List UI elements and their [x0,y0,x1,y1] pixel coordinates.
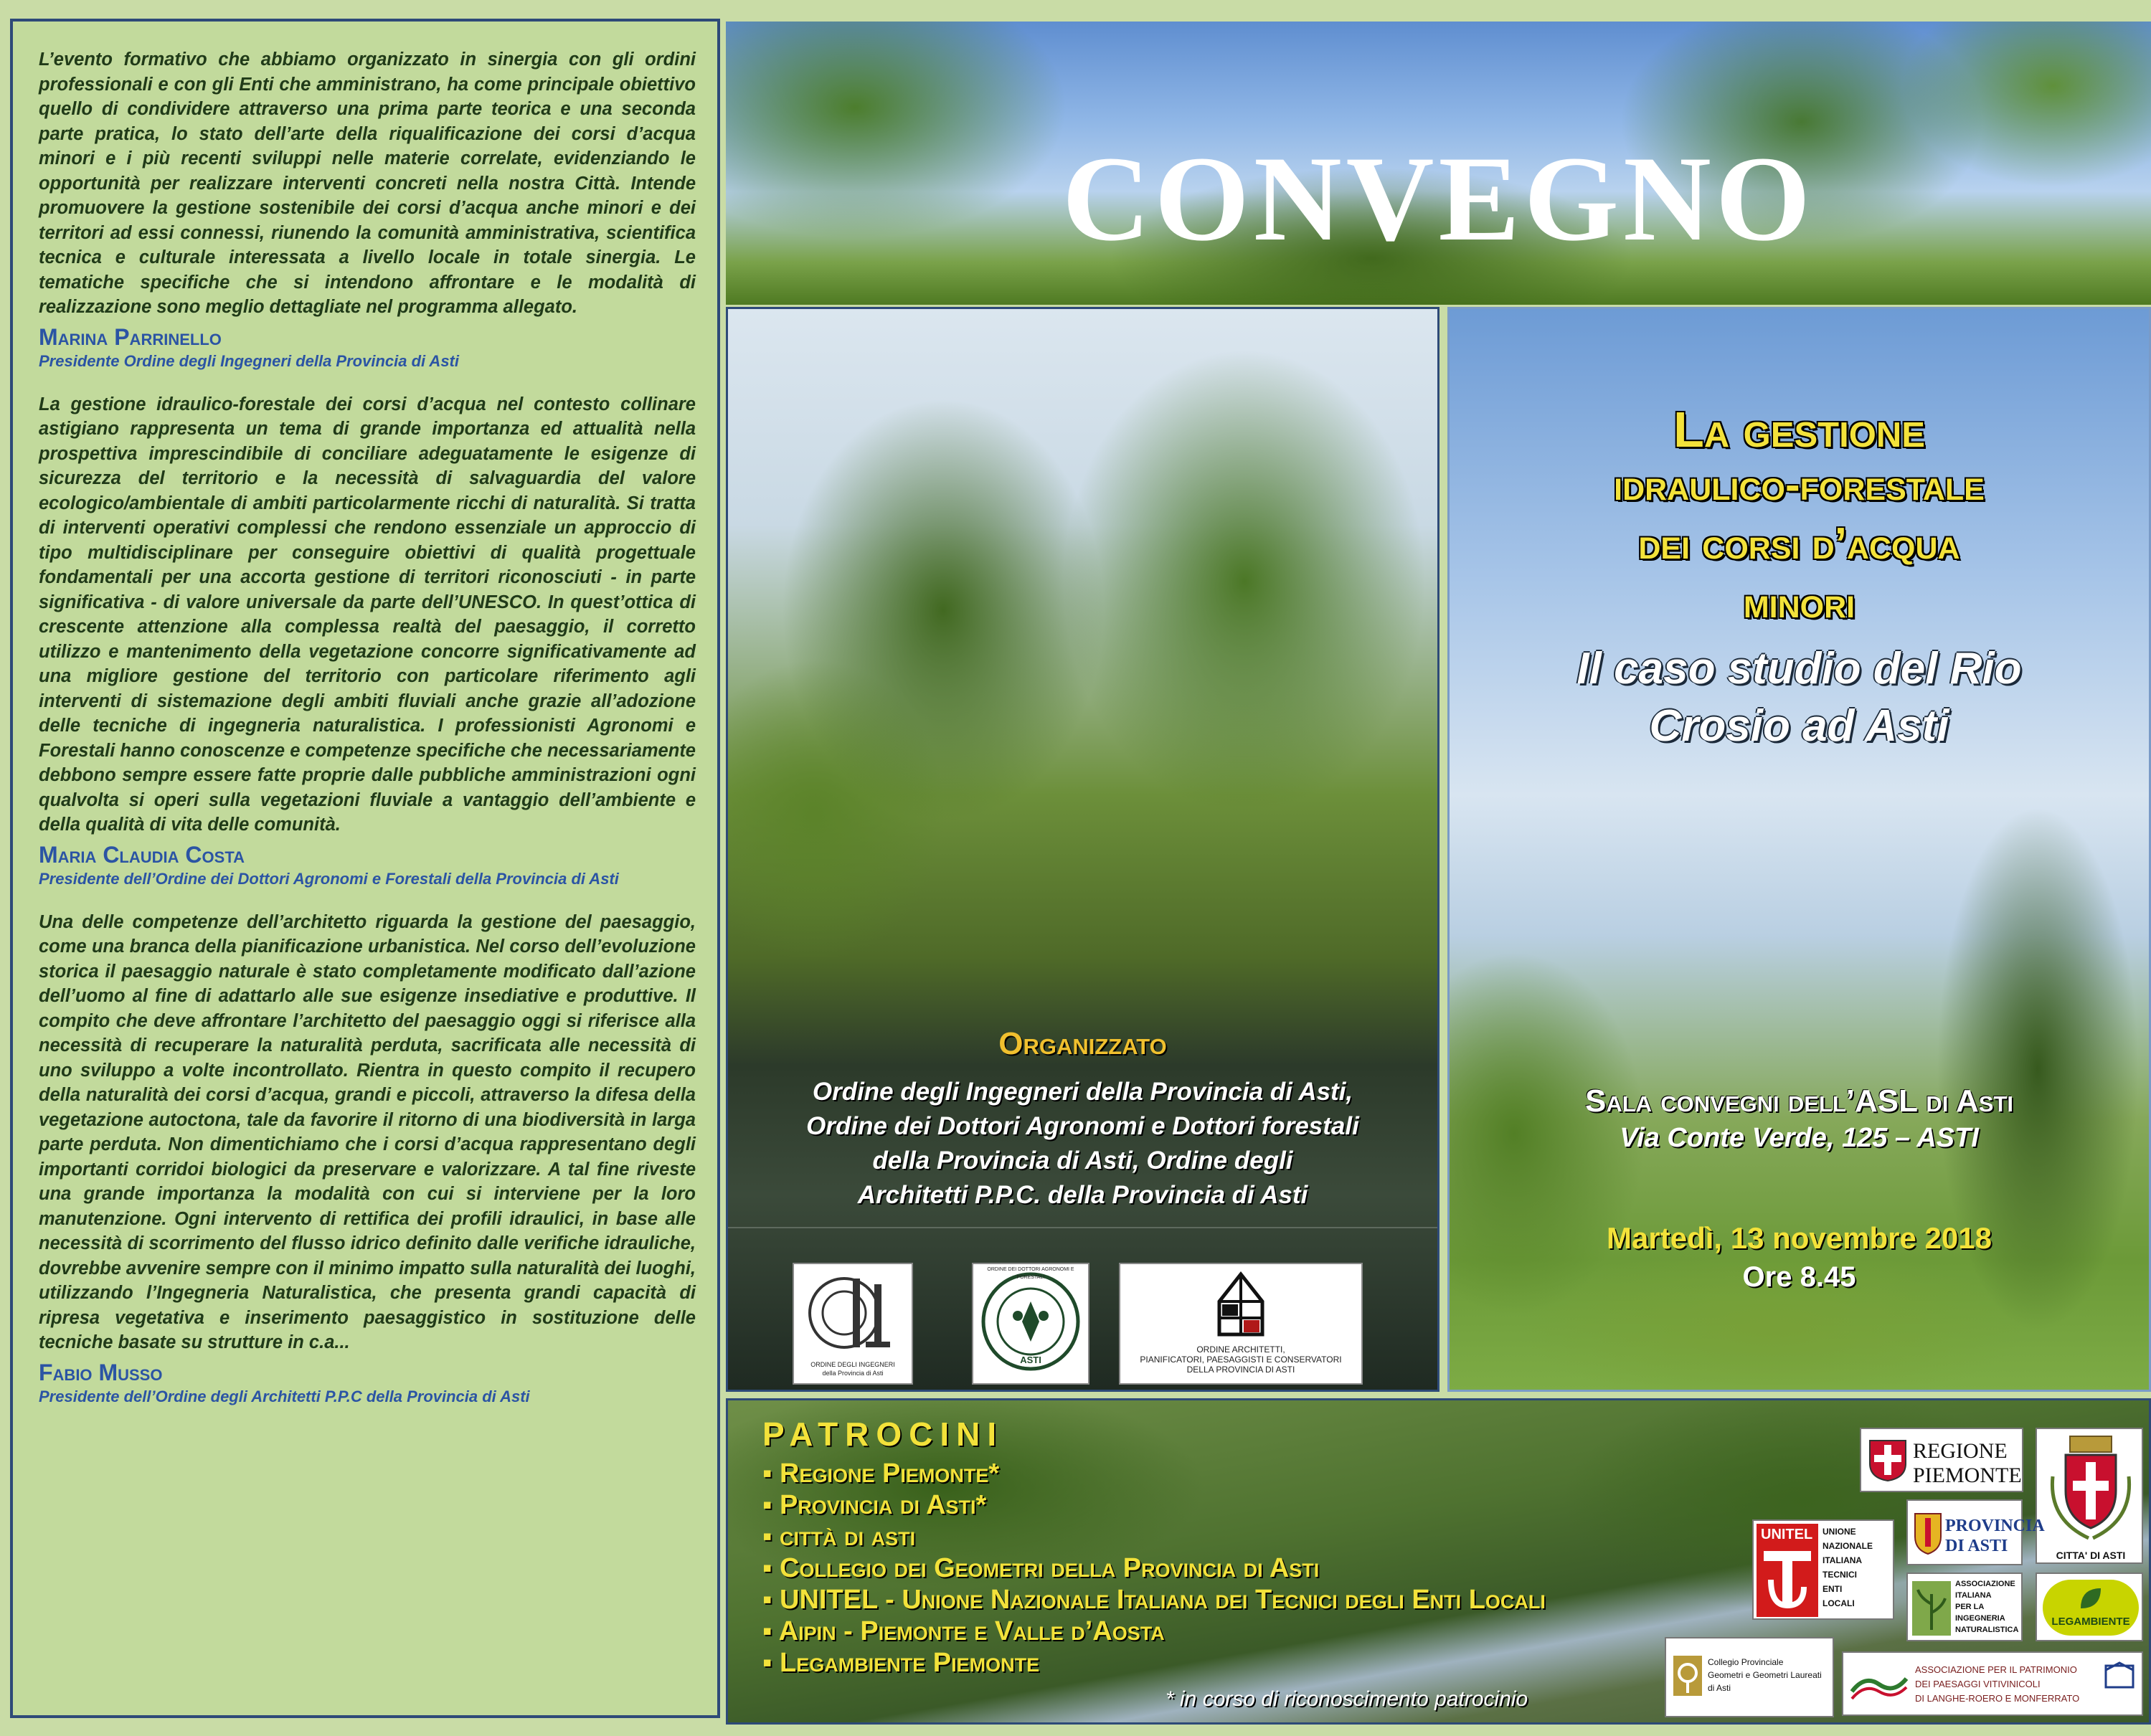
essay-author-role: Presidente dell’Ordine degli Architetti P.P.C della Provincia di Asti [39,1387,530,1405]
provincia-shield-icon [1914,1512,1942,1555]
aipin-logo-text: NATURALISTICA [1955,1626,2019,1634]
banner-trees-image [726,22,2151,305]
essay-author: Maria Claudia Costa [39,841,245,868]
architects-logo-text: PIANIFICATORI, PAESAGGISTI E CONSERVATORI [1140,1355,1342,1365]
agronomists-seal-icon [973,1264,1088,1383]
river-image-panel [726,307,1439,1392]
unitel-brand-mark [1757,1524,1818,1617]
event-title-line: La gestione [1673,402,1925,457]
agronomists-logo-text: ORDINE DEI DOTTORI AGRONOMI E FORESTALI [987,1267,1074,1280]
bottom-river-image-panel [726,1398,2151,1725]
event-title-line: dei corsi d’acqua [1638,519,1960,569]
organizers-line: della Provincia di Asti, Ordine degli [872,1147,1293,1175]
citta-logo-text: CITTA' DI ASTI [2056,1550,2126,1561]
sponsor-list [762,1458,1546,1679]
architects-logo-text: DELLA PROVINCIA DI ASTI [1186,1365,1295,1375]
event-date: Martedì, 13 novembre 2018 [1607,1221,1992,1255]
aipin-logo-text: PER LA [1955,1603,1985,1611]
essay-author-role: Presidente Ordine degli Ingegneri della Provincia di Asti [39,351,459,370]
unitel-logo [1752,1519,1894,1620]
event-subtitle-line: Il caso studio del Rio [1576,644,2022,693]
sponsor-item: ▪ UNITEL - Unione Nazionale Italiana dei Tecnici degli Enti Locali [762,1584,1546,1616]
engineers-emblem-icon [794,1264,912,1357]
essay-paragraph: La gestione idraulico-forestale dei corsi d’acqua nel contesto collinare astigiano rappresenta un tema di grande importanza ed attualità nella prospettiva imprescindibile di conciliare adeguatamente le esigenze di sicurezza del territorio e la necessità di salvaguardia del valore ecologico/ambientale di ambiti particolarmente ricchi di naturalità. Si tratta di interventi operativi complessi che rendono essenziale un approccio di tipo multidisciplinare per conseguire obiettivi di qualità progettuale fondamentali per una accorta gestione di territori riconosciuti - in parte significativa - di valore universale da parte dell’UNESCO. In quest’ottica di crescente attenzione alla complessa realtà del paesaggio, il corretto utilizzo e mantenimento della vegetazione concorre significativamente ad una migliore gestione del territorio con particolare riferimento agli interventi di sistemazione degli ambiti fluviali anche grazie all’adozione delle tecniche di ingegneria naturalistica. I professionisti Agronomi e Forestali hanno conoscenze e competenze specifiche che necessariamente debbono sempre essere fatte proprie dalle pubbliche amministrazioni ogni qualvolta si operi sulla vegetazioni fluviale a vantaggio dell’ambiente e della qualità di vita delle comunità. [39,394,696,835]
collegio-logo-text: di Asti [1708,1683,1731,1693]
legambiente-badge [2043,1580,2139,1636]
collegio-logo-text: Collegio Provinciale [1708,1657,1784,1667]
essay-author: Marina Parrinello [39,323,222,350]
park-image-panel [1447,307,2151,1392]
paesaggi-logo-text: DEI PAESAGGI VITIVINICOLI [1915,1679,2041,1689]
unitel-logo-text: ITALIANA [1823,1555,1863,1565]
unesco-icon [2103,1660,2136,1693]
geometri-emblem-icon [1672,1654,1703,1697]
essay-paragraph: L’evento formativo che abbiamo organizzato in sinergia con gli ordini professionali e con gli Enti che amministrano, ha come principale obiettivo quello di condividere attraverso una prima parte teorica e una seconda parte pratica, lo stato dell’arte della riqualificazione dei corsi d’acqua minori e i più recenti sviluppi nelle materie correlate, evidenziando le opportunità per realizzare interventi concreti nella nostra Città. Intende promuovere la gestione sostenibile dei corsi d’acqua anche minori e dei territori ad essi connessi, riunendo la comunità amministrativa, scientifica tecnica e culturale interessata a livello locale in totale sinergia. Le tematiche specifiche che si intendono affrontare e le modalità di realizzazione sono meglio dettagliate nel programma allegato. [39,49,696,317]
event-subtitle-line: Crosio ad Asti [1649,701,1949,751]
architects-order-logo [1119,1263,1363,1385]
unitel-logo-text: UNIONE [1823,1527,1856,1537]
organizers-line: Ordine dei Dottori Agronomi e Dottori forestali [806,1112,1359,1140]
paesaggi-logo-text: ASSOCIAZIONE PER IL PATRIMONIO [1915,1664,2077,1675]
sponsor-item: ▪ città di asti [762,1521,1546,1552]
legambiente-logo [2036,1573,2143,1641]
paesaggi-logo-text: DI LANGHE-ROERO E MONFERRATO [1915,1693,2080,1704]
agronomists-order-logo [972,1263,1089,1385]
legambiente-logo-text: LEGAMBIENTE [2051,1616,2130,1628]
regione-piemonte-logo [1860,1428,2023,1492]
banner-title: CONVEGNO [1062,131,1815,266]
collegio-geometri-logo [1665,1637,1834,1717]
essay-author: Fabio Musso [39,1359,163,1385]
sponsor-item: ▪ Aipin - Piemonte e Valle d’Aosta [762,1616,1546,1647]
regione-logo-text: REGIONE [1913,1439,2008,1463]
essay-paragraph: Una delle competenze dell’architetto riguarda la gestione del paesaggio, come una branca della pianificazione urbanistica. Nel corso dell’evoluzione storica il paesaggio naturale è stato completamente modificato dall’azione dell’uomo al fine di adattarlo alle sue esigenze insediative e produttive. Il compito che deve affrontare l’architetto del paesaggio oggi si riferisce alla necessità di recuperare la naturalità perduta, sacrificata alle necessità di uno sviluppo a volte incontrollato. Rientra in questo compito il recupero della naturalità dei corsi d’acqua, grandi e piccoli, attraverso la difesa della vegetazione autoctona, tale da favorire il ritorno di una biodiversità in larga parte perduta. Non dimentichiamo che i corsi d’acqua rappresentano degli importanti corridoi biologici da preservare e valorizzare. A tal fine riveste una grande importanza la modalità con cui si interviene per la loro manutenzione. Ogni intervento di rettifica dei profili idraulici, in base alle necessità di scorrimento del flusso idrico definito dalle verifiche idrauliche, dovrebbe avvenire sempre con il minimo impatto sulla naturalità dei luoghi, utilizzando l’Ingegneria Naturalistica, che presenta grandi capacità di ripresa vegetativa e inserimento paesaggistico in sostituzione delle tecniche basate su strutture in c.a... [39,911,696,1352]
sponsor-item: ▪ Regione Piemonte* [762,1458,1546,1489]
organizers-line: Architetti P.P.C. della Provincia di Asti [857,1181,1308,1209]
sponsor-item: ▪ Legambiente Piemonte [762,1647,1546,1679]
piemonte-shield-icon [1868,1439,1907,1482]
engineers-order-logo [793,1263,913,1385]
unitel-symbol-icon [1757,1544,1818,1616]
event-title-line: minori [1743,578,1855,627]
event-title-line: idraulico-forestale [1614,460,1985,510]
provincia-logo-text: PROVINCIA [1945,1517,2045,1535]
unitel-brand-text: UNITEL [1761,1527,1813,1542]
organizers-line: Ordine degli Ingegneri della Provincia di Asti, [812,1078,1353,1106]
aipin-plant-icon [1911,1580,1952,1637]
engineers-logo-text: ORDINE DEGLI INGEGNERI [810,1361,895,1368]
agronomists-seal-text: ASTI [1020,1355,1041,1365]
collegio-logo-text: Geometri e Geometri Laureati [1708,1670,1822,1680]
sponsor-item: ▪ Provincia di Asti* [762,1489,1546,1521]
engineers-logo-text: della Provincia di Asti [822,1370,884,1377]
aipin-logo-text: INGEGNERIA [1955,1614,2005,1623]
essay-author-role: Presidente dell’Ordine dei Dottori Agronomi e Forestali della Provincia di Asti [39,869,619,888]
unitel-logo-text: ENTI [1823,1584,1843,1594]
architects-house-icon [1120,1264,1361,1343]
unitel-logo-text: NAZIONALE [1823,1541,1873,1551]
provincia-di-asti-logo [1906,1499,2045,1565]
unitel-logo-text: TECNICI [1823,1570,1857,1580]
organizers-heading: Organizzato [998,1026,1167,1061]
venue-name: Sala convegni dell’ASL di Asti [1584,1083,2014,1119]
aipin-logo-text: ASSOCIAZIONE [1955,1580,2015,1588]
regione-logo-text: PIEMONTE [1913,1464,2022,1487]
citta-di-asti-logo [2036,1428,2143,1564]
paesaggi-wave-icon [1850,1667,1908,1703]
architects-logo-text: ORDINE ARCHITETTI, [1196,1344,1285,1355]
aipin-logo [1906,1573,2023,1641]
sponsor-item: ▪ Collegio dei Geometri della Provincia di Asti [762,1552,1546,1584]
patrocinio-note: * in corso di riconoscimento patrocinio [1166,1687,1528,1711]
unitel-logo-text: LOCALI [1823,1598,1855,1608]
legambiente-leaf-icon [2076,1584,2105,1613]
event-time: Ore 8.45 [1742,1261,1856,1293]
left-text-column [10,19,720,1718]
paesaggi-vitivinicoli-logo [1842,1651,2143,1716]
patrocini-heading: PATROCINI [762,1415,1004,1453]
venue-address: Via Conte Verde, 125 – ASTI [1620,1123,1979,1153]
provincia-logo-text: DI ASTI [1945,1537,2008,1555]
asti-coat-of-arms-icon [2044,1433,2137,1541]
aipin-logo-text: ITALIANA [1955,1591,1992,1600]
